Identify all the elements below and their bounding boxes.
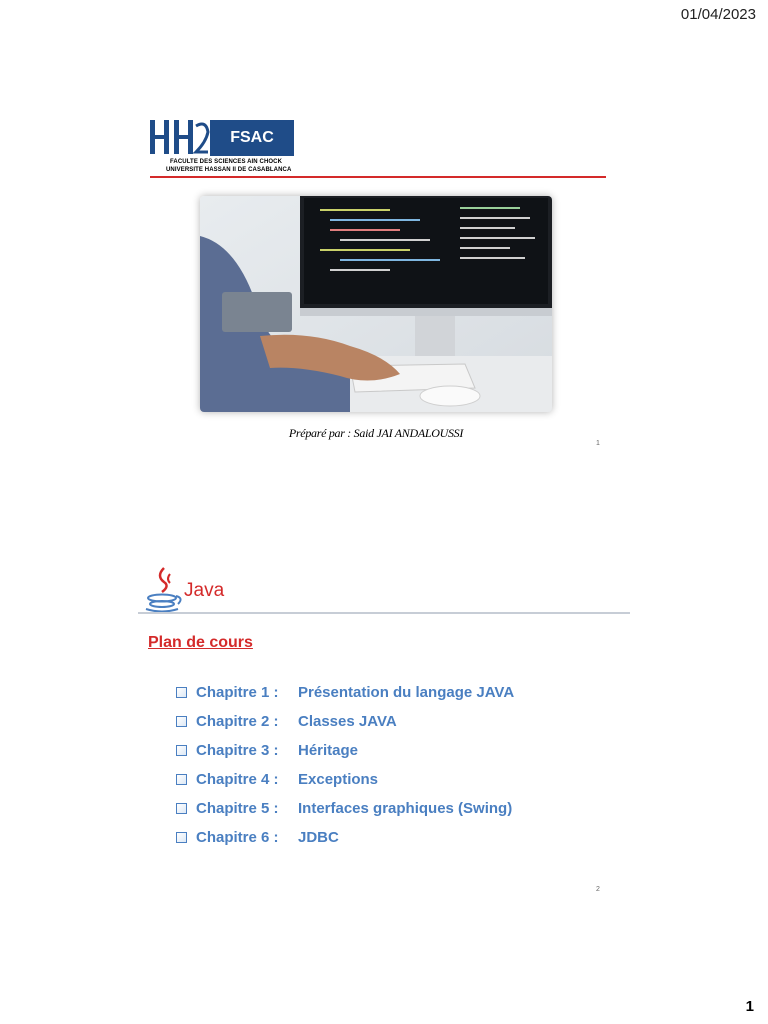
list-item: [176, 794, 514, 823]
checkbox-bullet-icon: [176, 745, 187, 756]
chapter-title: Héritage: [298, 742, 359, 759]
chapter-label: Chapitre 6 :: [196, 829, 279, 846]
list-item: [176, 765, 514, 794]
university-name: UNIVERSITE HASSAN II DE CASABLANCA: [166, 167, 292, 173]
checkbox-bullet-icon: [176, 832, 187, 843]
list-item: [176, 823, 514, 852]
document-date: 01/04/2023: [680, 6, 756, 23]
list-item: [176, 707, 514, 736]
header-divider: [150, 176, 606, 178]
checkbox-bullet-icon: [176, 803, 187, 814]
chapter-title: JDBC: [298, 829, 339, 846]
slide-number: 1: [596, 440, 600, 447]
list-item: [176, 678, 514, 707]
chapter-label: Chapitre 4 :: [196, 771, 279, 788]
checkbox-bullet-icon: [176, 774, 187, 785]
chapter-label: Chapitre 3 :: [196, 742, 279, 759]
slide-divider: [138, 612, 630, 614]
chapter-label: Chapitre 2 :: [196, 713, 279, 730]
plan-title: Plan de cours: [148, 634, 253, 651]
page-number: 1: [745, 998, 754, 1015]
checkbox-bullet-icon: [176, 716, 187, 727]
chapter-title: Exceptions: [298, 771, 379, 788]
fsac-logo: FSAC: [210, 120, 294, 156]
chapter-label: Chapitre 5 :: [196, 800, 279, 817]
checkbox-bullet-icon: [176, 687, 187, 698]
programmer-photo: [200, 196, 552, 412]
chapter-title: Interfaces graphiques (Swing): [298, 800, 513, 817]
chapter-title: Présentation du langage JAVA: [298, 684, 515, 701]
chapter-title: Classes JAVA: [298, 713, 397, 730]
author-credit: Préparé par : Said JAI ANDALOUSSI: [288, 426, 464, 440]
faculty-name: FACULTE DES SCIENCES AIN CHOCK: [170, 159, 283, 165]
list-item: [176, 736, 514, 765]
chapter-list: [176, 678, 514, 852]
java-logo-text: Java: [184, 580, 225, 601]
slide-number: 2: [596, 886, 600, 893]
university-logo-icon: [148, 118, 212, 158]
chapter-label: Chapitre 1 :: [196, 684, 279, 701]
